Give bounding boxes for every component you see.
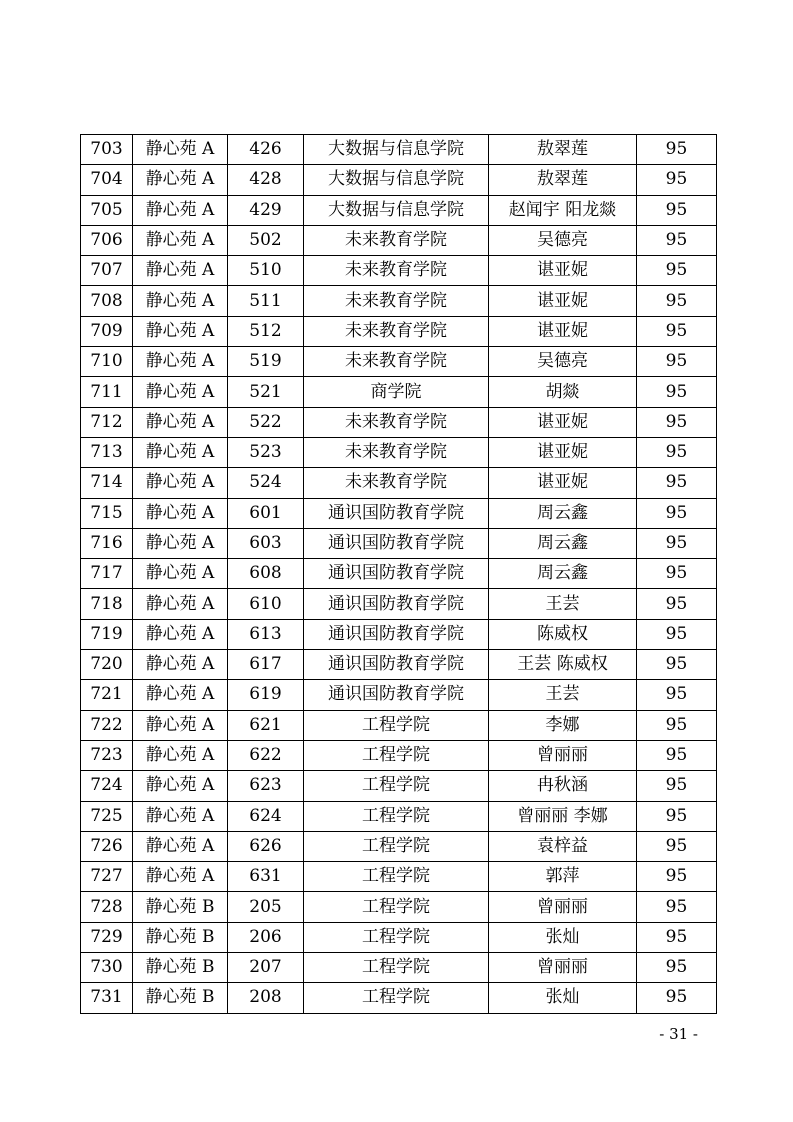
person-cell: 谌亚妮 xyxy=(489,286,637,316)
college-cell: 通识国防教育学院 xyxy=(304,589,489,619)
score-cell: 95 xyxy=(637,528,717,558)
room-cell: 608 xyxy=(228,559,304,589)
college-cell: 工程学院 xyxy=(304,710,489,740)
table-row xyxy=(81,165,717,195)
person-cell: 周云鑫 xyxy=(489,559,637,589)
person-cell: 谌亚妮 xyxy=(489,407,637,437)
person-cell: 陈威权 xyxy=(489,619,637,649)
college-cell: 大数据与信息学院 xyxy=(304,165,489,195)
building-cell: 静心苑 A xyxy=(133,680,228,710)
room-cell: 511 xyxy=(228,286,304,316)
building-cell: 静心苑 A xyxy=(133,589,228,619)
college-cell: 工程学院 xyxy=(304,740,489,770)
person-cell: 王芸 xyxy=(489,589,637,619)
college-cell: 商学院 xyxy=(304,377,489,407)
college-cell: 通识国防教育学院 xyxy=(304,680,489,710)
room-cell: 610 xyxy=(228,589,304,619)
score-cell: 95 xyxy=(637,165,717,195)
room-cell: 624 xyxy=(228,801,304,831)
college-cell: 工程学院 xyxy=(304,953,489,983)
person-cell: 王芸 xyxy=(489,680,637,710)
building-cell: 静心苑 A xyxy=(133,135,228,165)
college-cell: 大数据与信息学院 xyxy=(304,135,489,165)
room-cell: 522 xyxy=(228,407,304,437)
building-cell: 静心苑 B xyxy=(133,922,228,952)
person-cell: 吴德亮 xyxy=(489,347,637,377)
room-cell: 519 xyxy=(228,347,304,377)
row-number-cell: 715 xyxy=(81,498,133,528)
room-cell: 426 xyxy=(228,135,304,165)
table-row xyxy=(81,710,717,740)
person-cell: 曾丽丽 xyxy=(489,740,637,770)
score-cell: 95 xyxy=(637,953,717,983)
room-cell: 208 xyxy=(228,983,304,1013)
score-cell: 95 xyxy=(637,407,717,437)
row-number-cell: 730 xyxy=(81,953,133,983)
room-cell: 521 xyxy=(228,377,304,407)
building-cell: 静心苑 A xyxy=(133,559,228,589)
table-row xyxy=(81,225,717,255)
college-cell: 未来教育学院 xyxy=(304,316,489,346)
row-number-cell: 731 xyxy=(81,983,133,1013)
college-cell: 工程学院 xyxy=(304,983,489,1013)
table-row xyxy=(81,619,717,649)
room-cell: 621 xyxy=(228,710,304,740)
college-cell: 未来教育学院 xyxy=(304,225,489,255)
row-number-cell: 718 xyxy=(81,589,133,619)
college-cell: 工程学院 xyxy=(304,922,489,952)
person-cell: 敖翠莲 xyxy=(489,135,637,165)
building-cell: 静心苑 A xyxy=(133,165,228,195)
person-cell: 曾丽丽 xyxy=(489,892,637,922)
score-cell: 95 xyxy=(637,559,717,589)
college-cell: 未来教育学院 xyxy=(304,286,489,316)
page-number: - 31 - xyxy=(659,1025,698,1043)
table-row xyxy=(81,195,717,225)
college-cell: 通识国防教育学院 xyxy=(304,619,489,649)
score-cell: 95 xyxy=(637,589,717,619)
table-row xyxy=(81,831,717,861)
building-cell: 静心苑 A xyxy=(133,740,228,770)
table-row xyxy=(81,135,717,165)
room-cell: 502 xyxy=(228,225,304,255)
building-cell: 静心苑 A xyxy=(133,831,228,861)
person-cell: 胡燚 xyxy=(489,377,637,407)
table-row xyxy=(81,256,717,286)
building-cell: 静心苑 A xyxy=(133,619,228,649)
row-number-cell: 705 xyxy=(81,195,133,225)
building-cell: 静心苑 A xyxy=(133,377,228,407)
table-row xyxy=(81,468,717,498)
dormitory-score-table xyxy=(80,134,717,1014)
score-cell: 95 xyxy=(637,135,717,165)
row-number-cell: 719 xyxy=(81,619,133,649)
building-cell: 静心苑 A xyxy=(133,316,228,346)
college-cell: 工程学院 xyxy=(304,892,489,922)
building-cell: 静心苑 A xyxy=(133,801,228,831)
score-cell: 95 xyxy=(637,892,717,922)
building-cell: 静心苑 B xyxy=(133,892,228,922)
table-row xyxy=(81,498,717,528)
table-body xyxy=(81,135,717,1014)
score-cell: 95 xyxy=(637,347,717,377)
score-cell: 95 xyxy=(637,680,717,710)
building-cell: 静心苑 A xyxy=(133,225,228,255)
college-cell: 工程学院 xyxy=(304,771,489,801)
table-row xyxy=(81,680,717,710)
score-cell: 95 xyxy=(637,437,717,467)
row-number-cell: 712 xyxy=(81,407,133,437)
college-cell: 未来教育学院 xyxy=(304,256,489,286)
college-cell: 未来教育学院 xyxy=(304,347,489,377)
score-cell: 95 xyxy=(637,468,717,498)
building-cell: 静心苑 A xyxy=(133,528,228,558)
row-number-cell: 708 xyxy=(81,286,133,316)
table-row xyxy=(81,377,717,407)
person-cell: 谌亚妮 xyxy=(489,437,637,467)
person-cell: 谌亚妮 xyxy=(489,256,637,286)
row-number-cell: 709 xyxy=(81,316,133,346)
score-cell: 95 xyxy=(637,195,717,225)
person-cell: 敖翠莲 xyxy=(489,165,637,195)
building-cell: 静心苑 A xyxy=(133,195,228,225)
room-cell: 601 xyxy=(228,498,304,528)
score-cell: 95 xyxy=(637,831,717,861)
building-cell: 静心苑 A xyxy=(133,862,228,892)
college-cell: 通识国防教育学院 xyxy=(304,498,489,528)
person-cell: 张灿 xyxy=(489,922,637,952)
person-cell: 吴德亮 xyxy=(489,225,637,255)
building-cell: 静心苑 A xyxy=(133,347,228,377)
table-row xyxy=(81,892,717,922)
row-number-cell: 724 xyxy=(81,771,133,801)
score-cell: 95 xyxy=(637,316,717,346)
room-cell: 523 xyxy=(228,437,304,467)
person-cell: 李娜 xyxy=(489,710,637,740)
score-cell: 95 xyxy=(637,740,717,770)
table-row xyxy=(81,771,717,801)
person-cell: 谌亚妮 xyxy=(489,316,637,346)
room-cell: 207 xyxy=(228,953,304,983)
college-cell: 工程学院 xyxy=(304,801,489,831)
college-cell: 通识国防教育学院 xyxy=(304,559,489,589)
row-number-cell: 721 xyxy=(81,680,133,710)
table-row xyxy=(81,801,717,831)
room-cell: 622 xyxy=(228,740,304,770)
row-number-cell: 725 xyxy=(81,801,133,831)
score-cell: 95 xyxy=(637,619,717,649)
person-cell: 谌亚妮 xyxy=(489,468,637,498)
table-row xyxy=(81,407,717,437)
building-cell: 静心苑 A xyxy=(133,286,228,316)
building-cell: 静心苑 A xyxy=(133,468,228,498)
row-number-cell: 713 xyxy=(81,437,133,467)
person-cell: 郭萍 xyxy=(489,862,637,892)
room-cell: 619 xyxy=(228,680,304,710)
college-cell: 工程学院 xyxy=(304,862,489,892)
row-number-cell: 722 xyxy=(81,710,133,740)
table-row xyxy=(81,953,717,983)
building-cell: 静心苑 A xyxy=(133,771,228,801)
row-number-cell: 716 xyxy=(81,528,133,558)
table-row xyxy=(81,437,717,467)
college-cell: 未来教育学院 xyxy=(304,437,489,467)
college-cell: 通识国防教育学院 xyxy=(304,650,489,680)
college-cell: 未来教育学院 xyxy=(304,468,489,498)
person-cell: 周云鑫 xyxy=(489,528,637,558)
college-cell: 工程学院 xyxy=(304,831,489,861)
person-cell: 赵闻宇 阳龙燚 xyxy=(489,195,637,225)
room-cell: 623 xyxy=(228,771,304,801)
row-number-cell: 706 xyxy=(81,225,133,255)
row-number-cell: 729 xyxy=(81,922,133,952)
table-row xyxy=(81,316,717,346)
row-number-cell: 723 xyxy=(81,740,133,770)
room-cell: 617 xyxy=(228,650,304,680)
person-cell: 曾丽丽 xyxy=(489,953,637,983)
building-cell: 静心苑 A xyxy=(133,498,228,528)
room-cell: 626 xyxy=(228,831,304,861)
room-cell: 524 xyxy=(228,468,304,498)
person-cell: 张灿 xyxy=(489,983,637,1013)
building-cell: 静心苑 B xyxy=(133,953,228,983)
score-cell: 95 xyxy=(637,862,717,892)
college-cell: 未来教育学院 xyxy=(304,407,489,437)
room-cell: 429 xyxy=(228,195,304,225)
score-cell: 95 xyxy=(637,922,717,952)
score-cell: 95 xyxy=(637,256,717,286)
room-cell: 613 xyxy=(228,619,304,649)
room-cell: 512 xyxy=(228,316,304,346)
score-cell: 95 xyxy=(637,650,717,680)
score-cell: 95 xyxy=(637,983,717,1013)
person-cell: 周云鑫 xyxy=(489,498,637,528)
person-cell: 曾丽丽 李娜 xyxy=(489,801,637,831)
table-row xyxy=(81,559,717,589)
row-number-cell: 726 xyxy=(81,831,133,861)
college-cell: 通识国防教育学院 xyxy=(304,528,489,558)
row-number-cell: 711 xyxy=(81,377,133,407)
score-cell: 95 xyxy=(637,498,717,528)
table-row xyxy=(81,347,717,377)
building-cell: 静心苑 A xyxy=(133,650,228,680)
person-cell: 王芸 陈威权 xyxy=(489,650,637,680)
row-number-cell: 727 xyxy=(81,862,133,892)
score-cell: 95 xyxy=(637,801,717,831)
row-number-cell: 717 xyxy=(81,559,133,589)
row-number-cell: 728 xyxy=(81,892,133,922)
table-row xyxy=(81,983,717,1013)
table-row xyxy=(81,286,717,316)
row-number-cell: 703 xyxy=(81,135,133,165)
college-cell: 大数据与信息学院 xyxy=(304,195,489,225)
row-number-cell: 704 xyxy=(81,165,133,195)
table-row xyxy=(81,528,717,558)
room-cell: 631 xyxy=(228,862,304,892)
room-cell: 206 xyxy=(228,922,304,952)
row-number-cell: 707 xyxy=(81,256,133,286)
building-cell: 静心苑 A xyxy=(133,407,228,437)
building-cell: 静心苑 A xyxy=(133,256,228,286)
table-row xyxy=(81,862,717,892)
table-row xyxy=(81,922,717,952)
table-row xyxy=(81,589,717,619)
room-cell: 205 xyxy=(228,892,304,922)
row-number-cell: 720 xyxy=(81,650,133,680)
room-cell: 510 xyxy=(228,256,304,286)
row-number-cell: 710 xyxy=(81,347,133,377)
person-cell: 冉秋涵 xyxy=(489,771,637,801)
score-cell: 95 xyxy=(637,225,717,255)
score-cell: 95 xyxy=(637,710,717,740)
table-row xyxy=(81,740,717,770)
row-number-cell: 714 xyxy=(81,468,133,498)
score-cell: 95 xyxy=(637,377,717,407)
building-cell: 静心苑 A xyxy=(133,437,228,467)
building-cell: 静心苑 A xyxy=(133,710,228,740)
table-row xyxy=(81,650,717,680)
score-cell: 95 xyxy=(637,286,717,316)
room-cell: 603 xyxy=(228,528,304,558)
building-cell: 静心苑 B xyxy=(133,983,228,1013)
score-cell: 95 xyxy=(637,771,717,801)
room-cell: 428 xyxy=(228,165,304,195)
person-cell: 袁梓益 xyxy=(489,831,637,861)
